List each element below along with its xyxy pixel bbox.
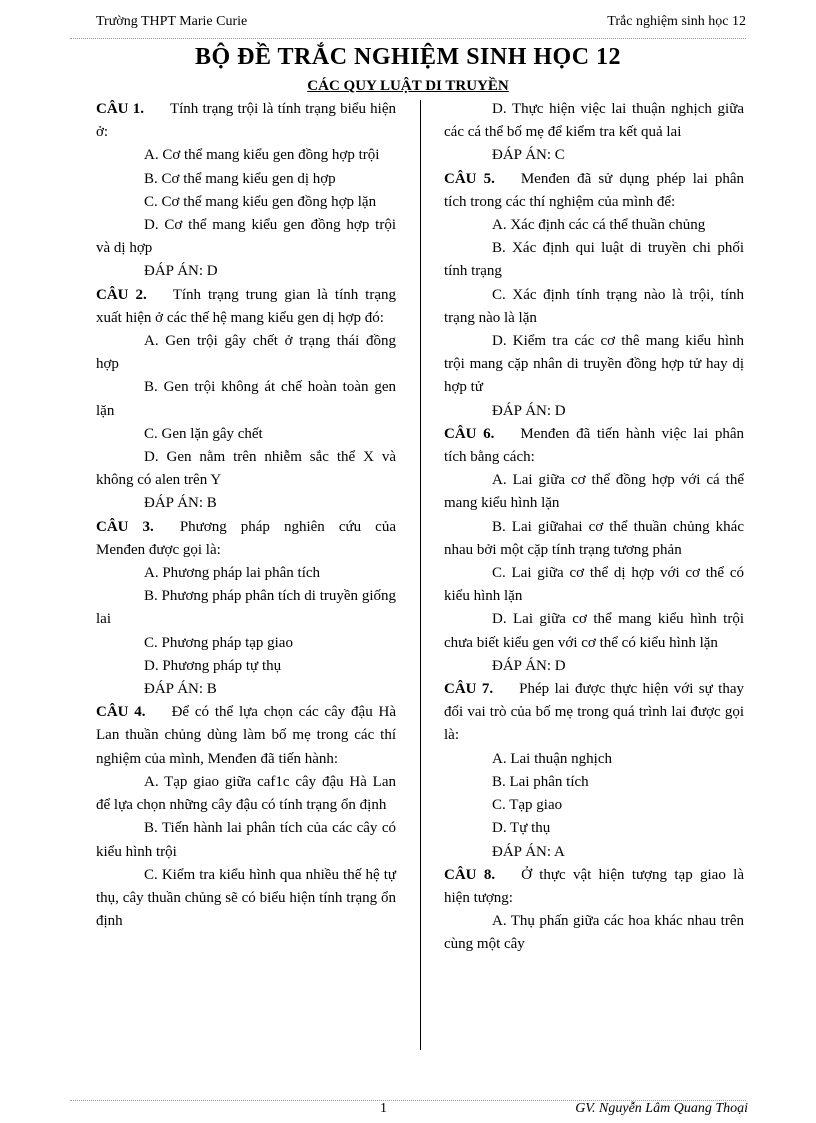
question-1	[96, 98, 396, 144]
question-4	[96, 701, 396, 771]
question-number: CÂU 8.	[444, 866, 496, 883]
document-title: BỘ ĐỀ TRẮC NGHIỆM SINH HỌC 12	[194, 44, 622, 70]
answer: ĐÁP ÁN: C	[492, 147, 565, 164]
answer: ĐÁP ÁN: D	[492, 657, 566, 674]
option-c: C. Kiểm tra kiểu hình qua nhiều thế hệ tự thụ, cây thuần chủng sẽ có biểu hiện tính trạng ổn định	[96, 866, 396, 930]
answer: ĐÁP ÁN: B	[144, 495, 217, 512]
page-number: 1	[380, 1101, 387, 1116]
question-number: CÂU 6.	[444, 425, 495, 442]
option-c: C. Gen lặn gây chết	[144, 425, 263, 442]
option-a: A. Lai thuận nghịch	[492, 750, 612, 767]
option-c: C. Phương pháp tạp giao	[144, 634, 293, 651]
question-text: Tính trạng trung gian là tính trạng xuất hiện ở các thế hệ mang kiểu gen dị hợp đó:	[96, 286, 397, 326]
option-a: A. Lai giữa cơ thể đồng hợp với cá thể mang kiểu hình lặn	[444, 472, 744, 512]
document-subtitle	[0, 78, 816, 95]
option-d: D. Kiểm tra các cơ thê mang kiểu hình trội mang cặp nhân di truyền đồng hợp tử hay dị hợp tử	[444, 333, 744, 396]
answer: ĐÁP ÁN: A	[492, 843, 565, 860]
right-column	[444, 98, 744, 957]
option-d: D. Gen nằm trên nhiễm sắc thể X và không có alen trên Y	[96, 449, 396, 489]
answer: ĐÁP ÁN: D	[144, 263, 218, 280]
question-6	[444, 423, 744, 469]
question-2	[96, 284, 396, 330]
question-number: CÂU 3.	[96, 518, 154, 535]
option-b: B. Lai phân tích	[492, 773, 589, 790]
option-c: C. Lai giữa cơ thể dị hợp với cơ thể có kiểu hình lặn	[444, 565, 744, 605]
page-footer	[0, 1101, 816, 1121]
column-divider	[420, 100, 421, 1050]
question-number: CÂU 1.	[96, 101, 144, 117]
subject-name: Trắc nghiệm sinh học 12	[607, 14, 746, 29]
header-divider	[70, 38, 746, 39]
question-text: Phương pháp nghiên cứu của Menđen được gọi là:	[96, 518, 397, 558]
question-7	[444, 678, 744, 748]
option-b: B. Gen trội không át chế hoàn toàn gen lặn	[96, 379, 396, 419]
author-name: GV. Nguyễn Lâm Quang Thoại	[575, 1101, 748, 1116]
question-number: CÂU 7.	[444, 681, 494, 698]
page-header	[96, 14, 746, 36]
question-text: Ở thực vật hiện tượng tạp giao là hiện tượng:	[444, 866, 744, 906]
option-d: D. Phương pháp tự thụ	[144, 657, 282, 674]
option-d: D. Lai giữa cơ thể mang kiểu hình trội chưa biết kiểu gen với cơ thể có kiểu hình lặn	[444, 611, 744, 651]
option-d: D. Tự thụ	[492, 820, 551, 837]
left-column	[96, 98, 396, 933]
option-a: A. Cơ thể mang kiểu gen đồng hợp trội	[144, 147, 380, 164]
option-a: A. Xác định các cá thể thuần chủng	[492, 217, 706, 234]
question-text: Menđen đã sử dụng phép lai phân tích trong các thí nghiệm của mình để:	[444, 170, 744, 210]
question-number: CÂU 5.	[444, 170, 495, 187]
question-text: Phép lai được thực hiện với sự thay đổi vai trò của bố mẹ trong quá trình lai được gọi là:	[444, 681, 744, 744]
option-a: A. Phương pháp lai phân tích	[144, 565, 321, 582]
option-b: B. Tiến hành lai phân tích của các cây có kiểu hình trội	[96, 820, 396, 860]
question-text: Tính trạng trội là tính trạng biểu hiện ở:	[96, 101, 396, 141]
option-d: D. Cơ thể mang kiểu gen đồng hợp trội và dị hợp	[96, 217, 396, 257]
answer: ĐÁP ÁN: D	[492, 402, 566, 419]
subtitle-text: CÁC QUY LUẬT DI TRUYỀN	[307, 78, 509, 94]
answer: ĐÁP ÁN: B	[144, 681, 217, 698]
option-c: C. Cơ thể mang kiểu gen đồng hợp lặn	[144, 193, 377, 210]
question-5	[444, 168, 744, 214]
option-a: A. Tạp giao giữa caf1c cây đậu Hà Lan để lựa chọn những cây đậu có tính trạng ổn định	[96, 773, 396, 814]
question-number: CÂU 4.	[96, 704, 146, 721]
option-b: B. Xác định qui luật di truyền chi phối tính trạng	[444, 240, 744, 280]
option-b: B. Cơ thể mang kiểu gen dị hợp	[144, 170, 336, 187]
question-number: CÂU 2.	[96, 286, 147, 303]
option-d: D. Thực hiện việc lai thuận nghịch giữa các cá thể bố mẹ để kiểm tra kết quả lai	[444, 101, 744, 141]
option-a: A. Thụ phấn giữa các hoa khác nhau trên cùng một cây	[444, 913, 744, 953]
question-3	[96, 516, 396, 562]
option-c: C. Xác định tính trạng nào là trội, tính trạng nào là lặn	[444, 286, 744, 326]
question-text: Menđen đã tiến hành việc lai phân tích bằng cách:	[444, 425, 744, 466]
question-text: Để có thể lựa chọn các cây đậu Hà Lan thuần chủng dùng làm bố mẹ trong các thí nghiệm của mình, Menđen đã tiến hành:	[96, 704, 397, 767]
option-a: A. Gen trội gây chết ở trạng thái đồng hợp	[96, 333, 396, 373]
option-c: C. Tạp giao	[492, 797, 563, 814]
school-name: Trường THPT Marie Curie	[96, 14, 248, 29]
option-b: B. Phương pháp phân tích di truyền giống lai	[96, 588, 396, 628]
option-b: B. Lai giữahai cơ thể thuần chủng khác nhau bởi một cặp tính trạng tương phản	[444, 518, 744, 558]
question-8	[444, 864, 744, 910]
